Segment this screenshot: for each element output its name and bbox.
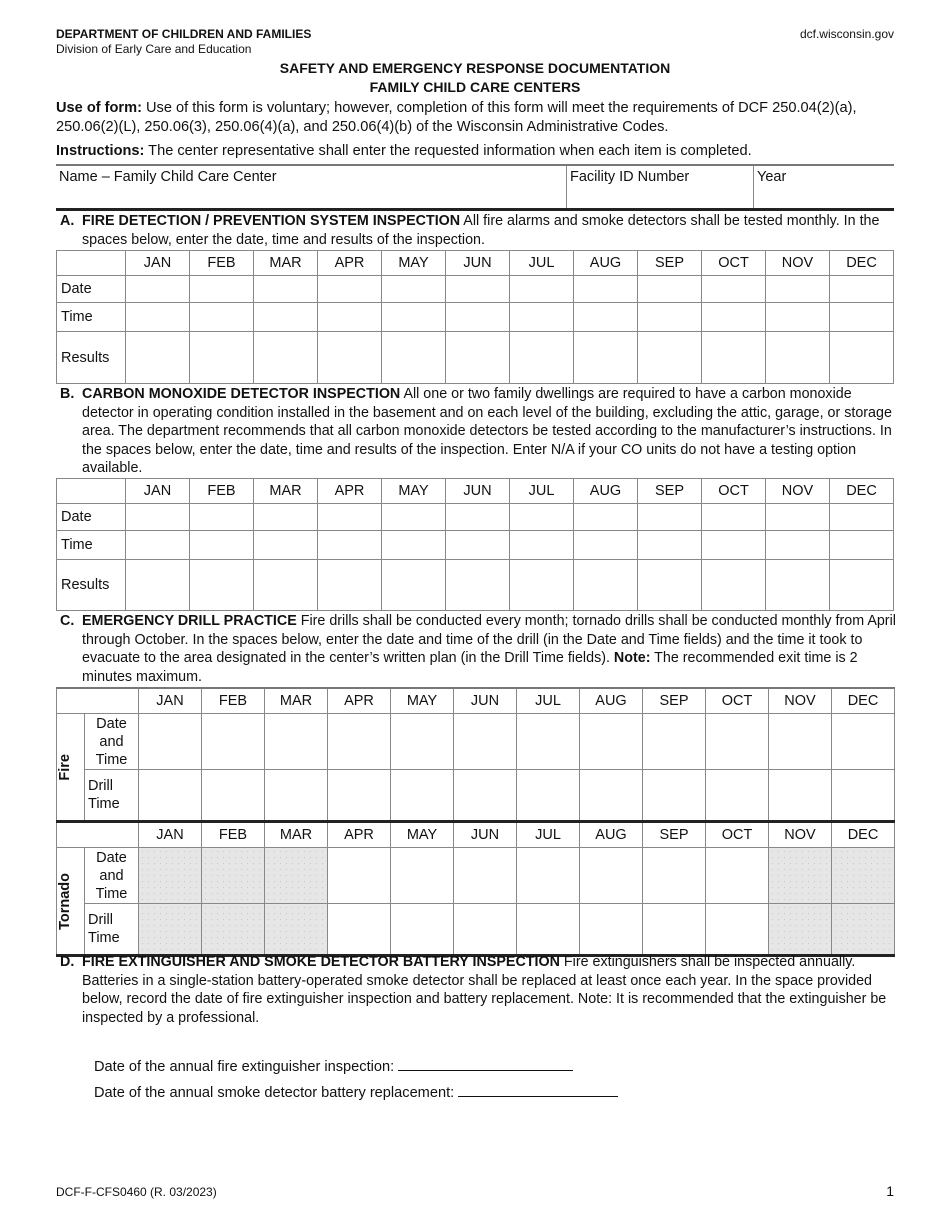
fire-drill-row (57, 770, 895, 822)
month-header: DEC (832, 822, 895, 848)
entry-cell[interactable] (139, 770, 202, 822)
entry-cell[interactable] (517, 770, 580, 822)
month-header: FEB (190, 251, 254, 276)
entry-cell[interactable] (832, 770, 895, 822)
month-header-row (57, 251, 894, 276)
fire-month-header-row (57, 688, 895, 714)
section-letter: A. (60, 213, 75, 229)
section-d-heading: FIRE EXTINGUISHER AND SMOKE DETECTOR BATTERY INSPECTION (82, 954, 560, 970)
entry-cell[interactable] (318, 560, 382, 611)
entry-cell[interactable] (638, 276, 702, 303)
month-header: NOV (769, 688, 832, 714)
row-label: Date and Time (85, 714, 139, 770)
division-name: Division of Early Care and Education (56, 42, 252, 56)
entry-cell[interactable] (328, 770, 391, 822)
disabled-cell (265, 904, 328, 956)
section-b-heading: CARBON MONOXIDE DETECTOR INSPECTION (82, 386, 401, 402)
month-header: JAN (139, 822, 202, 848)
entry-cell[interactable] (638, 303, 702, 332)
use-of-form-text: Use of this form is voluntary; however, completion of this form will meet the requirements of DCF 250.04(2)(a), 250.06(2)(L), 250.06(3), 250.06(4)(a), and 250.06(4)(b) of the Wisconsin Administrative Codes. (56, 100, 857, 135)
month-header: DEC (830, 251, 894, 276)
entry-cell[interactable] (830, 332, 894, 384)
entry-cell[interactable] (638, 560, 702, 611)
instructions (56, 142, 896, 161)
table-row (57, 332, 894, 384)
month-header: JAN (126, 251, 190, 276)
entry-cell[interactable] (580, 848, 643, 904)
entry-cell[interactable] (190, 560, 254, 611)
extinguisher-date-input[interactable] (398, 1057, 573, 1071)
entry-cell[interactable] (391, 848, 454, 904)
month-header: MAY (382, 479, 446, 504)
month-header: OCT (706, 688, 769, 714)
battery-date-input[interactable] (458, 1083, 618, 1097)
month-header: JUN (454, 688, 517, 714)
entry-cell[interactable] (254, 276, 318, 303)
tornado-group-label (57, 848, 85, 956)
battery-date-row (94, 1083, 934, 1103)
corner-cell (57, 479, 126, 504)
entry-cell[interactable] (391, 770, 454, 822)
month-header: OCT (702, 251, 766, 276)
row-label: Drill Time (85, 770, 139, 822)
title-line-2: FAMILY CHILD CARE CENTERS (369, 79, 581, 95)
entry-cell[interactable] (446, 332, 510, 384)
entry-cell[interactable] (265, 770, 328, 822)
entry-cell[interactable] (510, 560, 574, 611)
month-header: SEP (638, 251, 702, 276)
instructions-label: Instructions: (56, 143, 145, 159)
entry-cell[interactable] (382, 276, 446, 303)
form-title (0, 59, 950, 97)
disabled-cell (265, 848, 328, 904)
entry-cell[interactable] (328, 714, 391, 770)
table-row (57, 560, 894, 611)
section-d-text (60, 953, 896, 1027)
corner-cell (57, 688, 139, 714)
entry-cell[interactable] (832, 714, 895, 770)
instructions-text: The center representative shall enter the requested information when each item is completed. (144, 143, 752, 159)
month-header: JUL (510, 251, 574, 276)
disabled-cell (769, 848, 832, 904)
fire-label: Fire (57, 753, 73, 781)
facility-id-field[interactable] (566, 166, 753, 208)
month-header: FEB (190, 479, 254, 504)
section-a-text (60, 212, 896, 249)
extinguisher-date-label: Date of the annual fire extinguisher inspection: (94, 1059, 395, 1075)
entry-cell[interactable] (706, 770, 769, 822)
month-header: JAN (126, 479, 190, 504)
disabled-cell (832, 848, 895, 904)
row-label: Date (57, 276, 126, 303)
section-c-heading: EMERGENCY DRILL PRACTICE (82, 613, 297, 629)
entry-cell[interactable] (126, 276, 190, 303)
entry-cell[interactable] (254, 332, 318, 384)
entry-cell[interactable] (265, 714, 328, 770)
month-header: OCT (706, 822, 769, 848)
month-header: SEP (643, 688, 706, 714)
entry-cell[interactable] (766, 276, 830, 303)
entry-cell[interactable] (574, 531, 638, 560)
entry-cell[interactable] (580, 714, 643, 770)
entry-cell[interactable] (382, 560, 446, 611)
section-d-description: Fire extinguishers shall be inspected annually. Batteries in a single-station battery-operated smoke detector shall be replaced at least once each year. In the space provided below, record the date of fire extinguisher inspection and battery replacement. Note: It is recommended that the extinguisher be inspected by a professional. (82, 954, 887, 1026)
entry-cell[interactable] (706, 848, 769, 904)
month-header: JUL (517, 688, 580, 714)
entry-cell[interactable] (706, 714, 769, 770)
corner-cell (57, 251, 126, 276)
table-row (57, 504, 894, 531)
entry-cell[interactable] (382, 504, 446, 531)
entry-cell[interactable] (510, 531, 574, 560)
entry-cell[interactable] (766, 531, 830, 560)
entry-cell[interactable] (574, 504, 638, 531)
entry-cell[interactable] (574, 560, 638, 611)
entry-cell[interactable] (318, 531, 382, 560)
entry-cell[interactable] (318, 276, 382, 303)
entry-cell[interactable] (830, 560, 894, 611)
table-row (57, 531, 894, 560)
co-inspection-table (56, 478, 894, 611)
year-label: Year (757, 169, 787, 185)
entry-cell[interactable] (190, 332, 254, 384)
entry-cell[interactable] (643, 904, 706, 956)
row-label: Date and Time (85, 848, 139, 904)
month-header: AUG (574, 251, 638, 276)
table-row (57, 303, 894, 332)
disabled-cell (202, 904, 265, 956)
entry-cell[interactable] (517, 904, 580, 956)
tornado-drill-row (57, 904, 895, 956)
section-c-text (60, 612, 896, 686)
entry-cell[interactable] (643, 770, 706, 822)
month-header: DEC (830, 479, 894, 504)
entry-cell[interactable] (574, 332, 638, 384)
entry-cell[interactable] (702, 303, 766, 332)
month-header: JUN (446, 251, 510, 276)
entry-cell[interactable] (254, 560, 318, 611)
month-header: NOV (766, 251, 830, 276)
entry-cell[interactable] (126, 560, 190, 611)
month-header: JUL (510, 479, 574, 504)
month-header: APR (328, 822, 391, 848)
entry-cell[interactable] (391, 904, 454, 956)
entry-cell[interactable] (580, 904, 643, 956)
row-label: Time (57, 531, 126, 560)
section-b-description: All one or two family dwellings are required to have a carbon monoxide detector in operating condition installed in the basement and on each level of the building, excluding the attic, garage, or storage area. The department recommends that all carbon monoxide detectors be tested according to the manufacturer’s instructions. In the spaces below, enter the date, time and results of the inspection. Enter N/A if your CO units do not have a testing option available. (82, 386, 892, 476)
entry-cell[interactable] (580, 770, 643, 822)
entry-cell[interactable] (830, 276, 894, 303)
disabled-cell (139, 848, 202, 904)
extinguisher-date-row (94, 1057, 934, 1077)
month-header: MAR (254, 251, 318, 276)
entry-cell[interactable] (382, 303, 446, 332)
month-header: OCT (702, 479, 766, 504)
entry-cell[interactable] (702, 332, 766, 384)
entry-cell[interactable] (706, 904, 769, 956)
entry-cell[interactable] (446, 504, 510, 531)
tornado-label: Tornado (57, 872, 73, 930)
entry-cell[interactable] (382, 332, 446, 384)
section-a-description: All fire alarms and smoke detectors shall be tested monthly. In the spaces below, enter the date, time and results of the inspection. (82, 213, 880, 248)
entry-cell[interactable] (454, 904, 517, 956)
center-name-field[interactable] (56, 166, 567, 208)
section-letter: C. (60, 613, 75, 629)
month-header-row (57, 479, 894, 504)
entry-cell[interactable] (702, 504, 766, 531)
month-header: JAN (139, 688, 202, 714)
month-header: SEP (638, 479, 702, 504)
month-header: NOV (769, 822, 832, 848)
battery-date-label: Date of the annual smoke detector battery replacement: (94, 1085, 455, 1101)
entry-cell[interactable] (190, 276, 254, 303)
row-label: Time (57, 303, 126, 332)
month-header: MAY (391, 688, 454, 714)
section-c-description: Fire drills shall be conducted every month; tornado drills shall be conducted monthly from April through October. In the spaces below, enter the date and time of the drill (in the Date and Time fields) and the time it took to evacuate to the area designated in the center’s written plan (in the Drill Time fields). (82, 613, 896, 666)
entry-cell[interactable] (702, 531, 766, 560)
month-header: JUN (454, 822, 517, 848)
month-header: MAY (382, 251, 446, 276)
month-header: MAR (265, 822, 328, 848)
entry-cell[interactable] (769, 714, 832, 770)
form-id: DCF-F-CFS0460 (R. 03/2023) (56, 1185, 217, 1199)
month-header: JUN (446, 479, 510, 504)
month-header: APR (318, 479, 382, 504)
section-letter: D. (60, 954, 75, 970)
entry-cell[interactable] (202, 714, 265, 770)
entry-cell[interactable] (702, 560, 766, 611)
month-header: DEC (832, 688, 895, 714)
disabled-cell (202, 848, 265, 904)
section-c-note-label: Note: (613, 650, 651, 666)
entry-cell[interactable] (766, 504, 830, 531)
month-header: FEB (202, 688, 265, 714)
month-header: MAR (254, 479, 318, 504)
corner-cell (57, 822, 139, 848)
entry-cell[interactable] (446, 303, 510, 332)
website: dcf.wisconsin.gov (799, 27, 894, 41)
entry-cell[interactable] (391, 714, 454, 770)
entry-cell[interactable] (254, 531, 318, 560)
disabled-cell (769, 904, 832, 956)
entry-cell[interactable] (454, 714, 517, 770)
month-header: FEB (202, 822, 265, 848)
entry-cell[interactable] (446, 531, 510, 560)
use-of-form-label: Use of form: (56, 100, 142, 116)
entry-cell[interactable] (446, 276, 510, 303)
month-header: AUG (580, 822, 643, 848)
month-header: SEP (643, 822, 706, 848)
entry-cell[interactable] (126, 504, 190, 531)
entry-cell[interactable] (318, 303, 382, 332)
entry-cell[interactable] (517, 714, 580, 770)
entry-cell[interactable] (510, 276, 574, 303)
fire-inspection-table (56, 250, 894, 384)
year-field[interactable] (753, 166, 894, 208)
entry-cell[interactable] (190, 531, 254, 560)
entry-cell[interactable] (446, 560, 510, 611)
facility-id-label: Facility ID Number (570, 169, 690, 185)
disabled-cell (832, 904, 895, 956)
entry-cell[interactable] (830, 531, 894, 560)
entry-cell[interactable] (510, 332, 574, 384)
section-a-heading: FIRE DETECTION / PREVENTION SYSTEM INSPECTION (82, 213, 461, 229)
entry-cell[interactable] (517, 848, 580, 904)
entry-cell[interactable] (454, 848, 517, 904)
entry-cell[interactable] (766, 303, 830, 332)
month-header: MAY (391, 822, 454, 848)
entry-cell[interactable] (574, 276, 638, 303)
entry-cell[interactable] (382, 531, 446, 560)
entry-cell[interactable] (190, 504, 254, 531)
entry-cell[interactable] (638, 531, 702, 560)
section-b-text (60, 385, 896, 478)
section-letter: B. (60, 386, 75, 402)
entry-cell[interactable] (126, 531, 190, 560)
month-header: MAR (265, 688, 328, 714)
entry-cell[interactable] (830, 303, 894, 332)
entry-cell[interactable] (328, 904, 391, 956)
month-header: JUL (517, 822, 580, 848)
entry-cell[interactable] (638, 332, 702, 384)
fire-group-label (57, 714, 85, 822)
section-c-note: The recommended exit time is 2 minutes maximum. (82, 650, 858, 685)
entry-cell[interactable] (318, 504, 382, 531)
row-label: Date (57, 504, 126, 531)
tornado-month-header-row (57, 822, 895, 848)
department-name: DEPARTMENT OF CHILDREN AND FAMILIES (56, 27, 312, 41)
row-label: Results (57, 332, 126, 384)
month-header: AUG (574, 479, 638, 504)
entry-cell[interactable] (574, 303, 638, 332)
entry-cell[interactable] (766, 332, 830, 384)
table-row (57, 276, 894, 303)
center-name-label: Name – Family Child Care Center (59, 169, 277, 185)
entry-cell[interactable] (202, 770, 265, 822)
entry-cell[interactable] (510, 504, 574, 531)
entry-cell[interactable] (702, 276, 766, 303)
month-header: NOV (766, 479, 830, 504)
entry-cell[interactable] (454, 770, 517, 822)
agency-header (56, 27, 311, 57)
entry-cell[interactable] (643, 714, 706, 770)
entry-cell[interactable] (254, 504, 318, 531)
entry-cell[interactable] (510, 303, 574, 332)
entry-cell[interactable] (254, 303, 318, 332)
entry-cell[interactable] (190, 303, 254, 332)
entry-cell[interactable] (769, 770, 832, 822)
fire-drill-row (57, 714, 895, 770)
entry-cell[interactable] (126, 303, 190, 332)
disabled-cell (139, 904, 202, 956)
entry-cell[interactable] (126, 332, 190, 384)
month-header: APR (328, 688, 391, 714)
page-number: 1 (886, 1183, 894, 1199)
row-label: Drill Time (85, 904, 139, 956)
entry-cell[interactable] (139, 714, 202, 770)
tornado-drill-row (57, 848, 895, 904)
entry-cell[interactable] (328, 848, 391, 904)
center-id-fields (56, 164, 894, 211)
entry-cell[interactable] (643, 848, 706, 904)
month-header: APR (318, 251, 382, 276)
entry-cell[interactable] (638, 504, 702, 531)
use-of-form (56, 99, 896, 137)
month-header: AUG (580, 688, 643, 714)
row-label: Results (57, 560, 126, 611)
drill-table (56, 687, 895, 957)
entry-cell[interactable] (830, 504, 894, 531)
entry-cell[interactable] (766, 560, 830, 611)
title-line-1: SAFETY AND EMERGENCY RESPONSE DOCUMENTATION (279, 60, 671, 76)
entry-cell[interactable] (318, 332, 382, 384)
